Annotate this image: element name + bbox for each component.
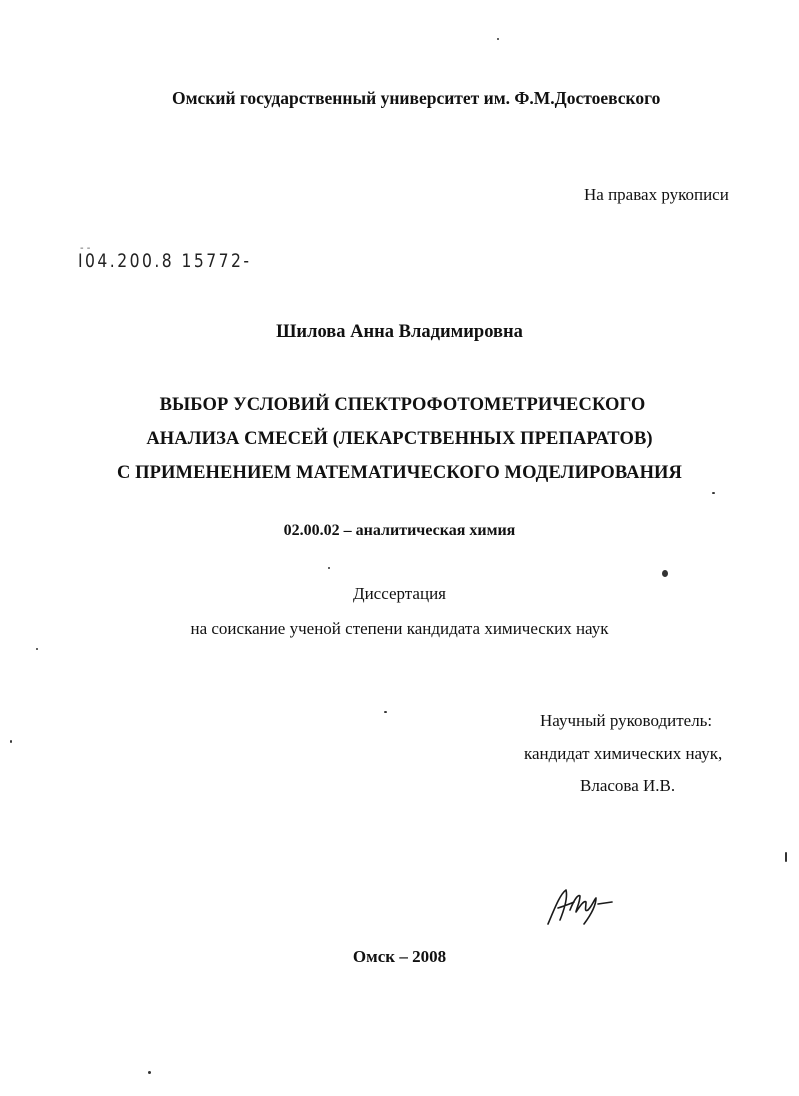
title-line-3: С ПРИМЕНЕНИЕМ МАТЕМАТИЧЕСКОГО МОДЕЛИРОВАНИЯ bbox=[116, 463, 683, 483]
supervisor-degree: кандидат химических наук, bbox=[524, 744, 723, 763]
scan-speck bbox=[712, 492, 715, 494]
supervisor-label: Научный руководитель: bbox=[540, 711, 713, 730]
scan-speck bbox=[384, 711, 387, 713]
scan-speck bbox=[785, 852, 787, 862]
city-year: Омск – 2008 bbox=[352, 947, 447, 966]
specialty-code: 02.00.02 – аналитическая химия bbox=[283, 522, 516, 539]
supervisor-name: Власова И.В. bbox=[580, 776, 676, 795]
title-line-2: АНАЛИЗА СМЕСЕЙ (ЛЕКАРСТВЕННЫХ ПРЕПАРАТОВ) bbox=[146, 429, 653, 449]
library-stamp-code bbox=[78, 250, 251, 272]
author-name: Шилова Анна Владимировна bbox=[276, 322, 523, 342]
stamp-top-mark: - - bbox=[80, 243, 91, 254]
scan-speck bbox=[36, 648, 38, 650]
stamp-suffix: - bbox=[243, 250, 252, 272]
handwritten-signature bbox=[540, 880, 630, 930]
rights-note: На правах рукописи bbox=[584, 185, 729, 204]
scan-speck bbox=[662, 570, 668, 577]
scan-speck bbox=[328, 567, 330, 569]
stamp-code: 04.200.8 15772 bbox=[85, 250, 244, 272]
scan-speck bbox=[497, 38, 499, 40]
degree-purpose: на соискание ученой степени кандидата химических наук bbox=[190, 619, 609, 638]
university-name: Омский государственный университет им. Ф.М.Достоевского bbox=[172, 88, 661, 108]
title-line-1: ВЫБОР УСЛОВИЙ СПЕКТРОФОТОМЕТРИЧЕСКОГО bbox=[159, 395, 646, 415]
stamp-prefix: I bbox=[78, 250, 86, 272]
scan-speck bbox=[10, 740, 12, 743]
scan-speck bbox=[148, 1071, 151, 1074]
document-type: Диссертация bbox=[352, 584, 446, 603]
